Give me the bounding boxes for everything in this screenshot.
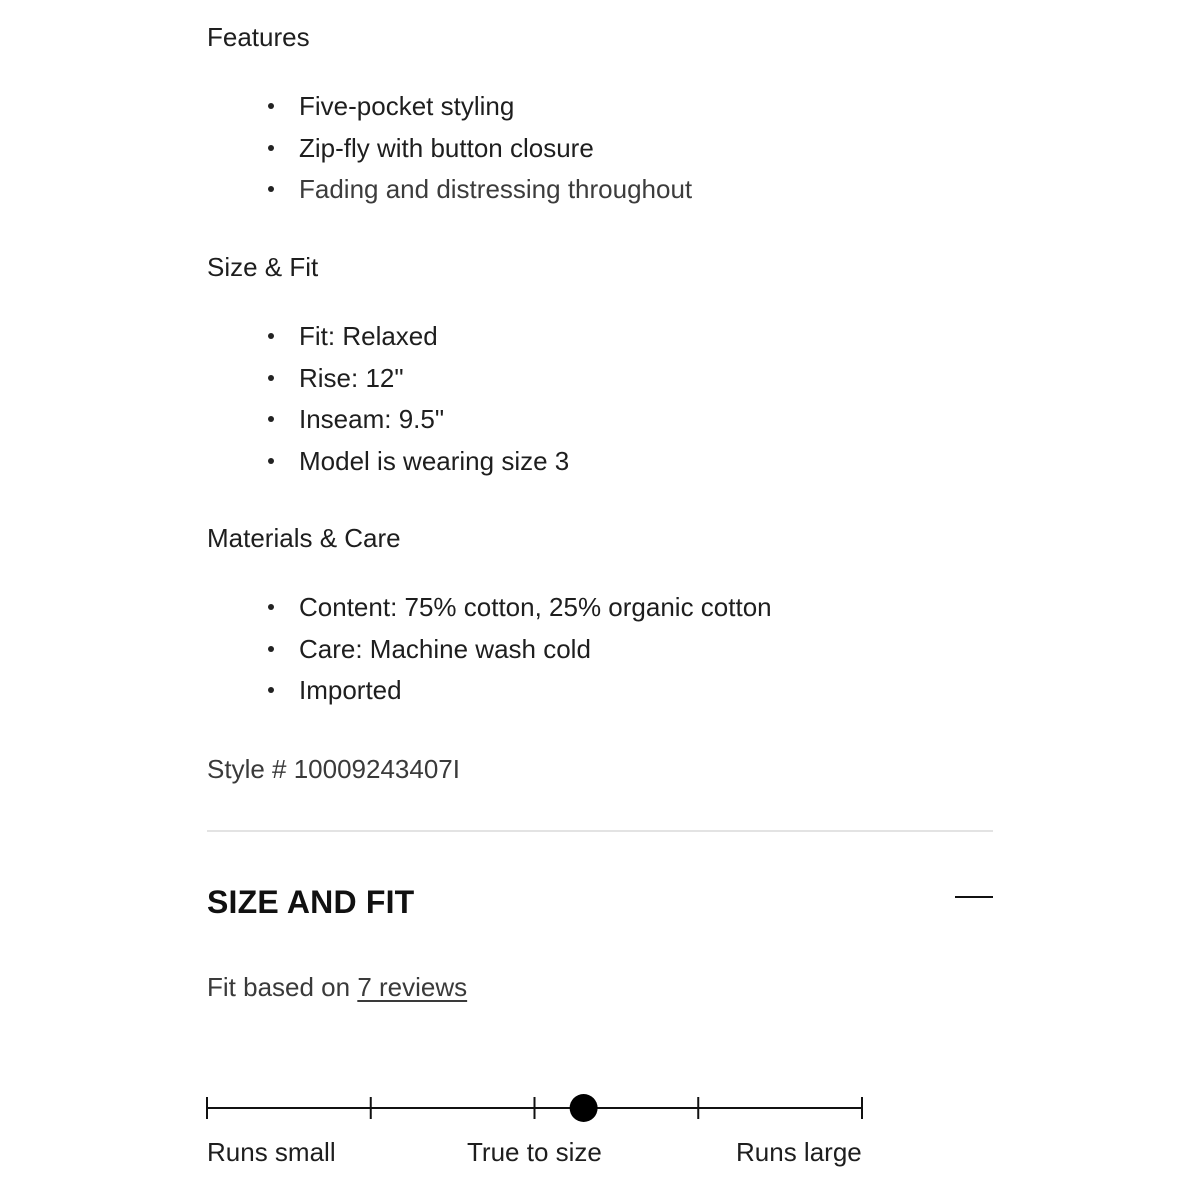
materials-care-heading: Materials & Care (207, 523, 401, 553)
fit-indicator (570, 1094, 598, 1122)
materials-text: Care: Machine wash cold (299, 633, 591, 664)
size-fit-text: Fit: Relaxed (299, 321, 438, 351)
features-heading: Features (207, 22, 310, 52)
size-fit-heading: Size & Fit (207, 252, 319, 282)
style-number: Style # 10009243407I (207, 754, 460, 784)
feature-text: Five-pocket styling (299, 91, 515, 121)
materials-text: Content: 75% cotton, 25% organic cotton (299, 592, 772, 622)
scale-label-runs-large: Runs large (736, 1137, 862, 1167)
scale-label-true-to-size: True to size (467, 1137, 602, 1167)
reviews-link[interactable]: 7 reviews (357, 972, 468, 1002)
feature-text: Fading and distressing throughout (299, 174, 693, 204)
size-fit-text: Model is wearing size 3 (299, 445, 570, 476)
scale-label-runs-small: Runs small (207, 1137, 336, 1167)
size-fit-text: Rise: 12" (299, 362, 404, 393)
fit-summary-prefix: Fit based on (207, 972, 358, 1002)
materials-text: Imported (299, 675, 402, 705)
size-fit-text: Inseam: 9.5" (299, 404, 445, 434)
feature-text: Zip-fly with button closure (299, 132, 594, 163)
size-and-fit-title[interactable]: SIZE AND FIT (207, 884, 415, 920)
